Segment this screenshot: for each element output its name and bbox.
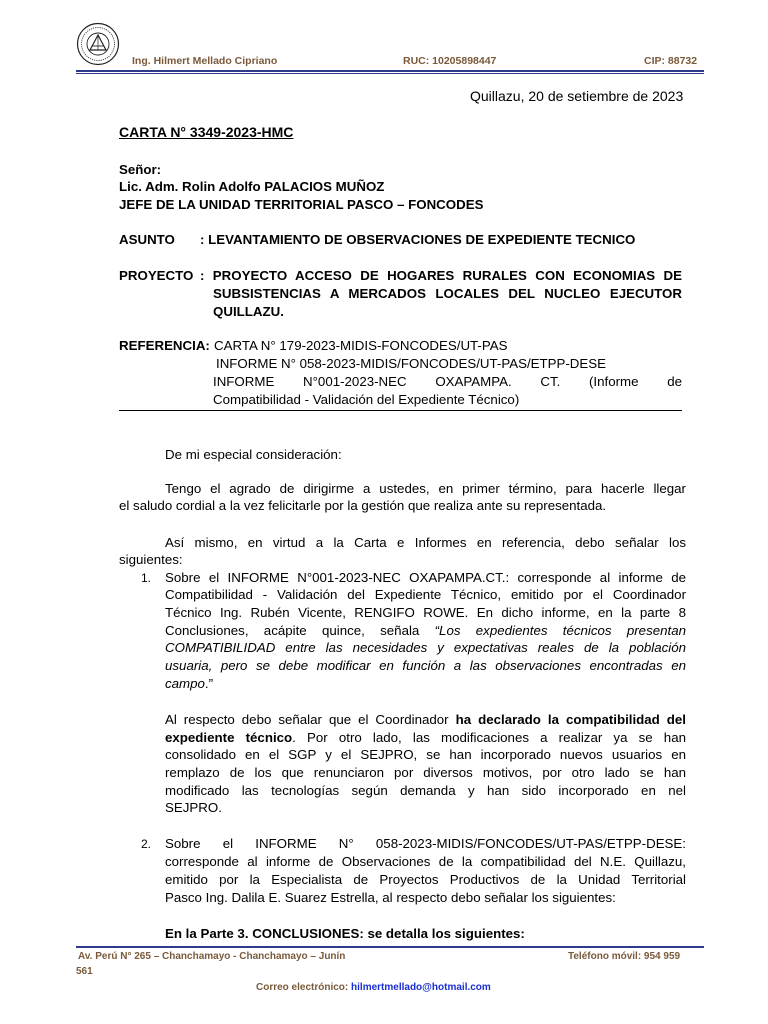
project-line-2: SUBSISTENCIAS A MERCADOS LOCALES DEL NUCLEO EJECUTOR xyxy=(213,286,682,301)
item-1-remark-line-1 xyxy=(165,711,686,728)
subject-label: ASUNTO xyxy=(119,232,175,247)
item-1-remark-line-6: SEJPRO. xyxy=(165,800,222,815)
header-divider-thin xyxy=(76,73,704,74)
item-1-remark-bold: ha declarado la compatibilidad del xyxy=(455,712,686,727)
item-2-line-3: emitido por la Especialista de Proyectos Productivos de la Unidad Territorial xyxy=(165,872,686,887)
item-1-line-7 xyxy=(165,675,213,692)
header-ruc: RUC: 10205898447 xyxy=(403,55,497,67)
item-2-line-2: corresponde al informe de Observaciones de la compatibilidad del N.E. Quillazu, xyxy=(165,854,686,869)
item-1-remark-line-4: remplazo de los que renunciaron por diversos motivos, por otro lado se han xyxy=(165,765,686,780)
header-divider xyxy=(76,70,704,72)
item-1-quote-end: campo xyxy=(165,676,205,691)
paragraph-2-line-1: Así mismo, en virtud a la Carta e Informes en referencia, debo señalar los xyxy=(165,535,686,550)
item-1-line-3: Técnico Ing. Rubén Vicente, RENGIFO ROWE. En dicho informe, en la parte 8 xyxy=(165,605,686,620)
recipient-name: Lic. Adm. Rolin Adolfo PALACIOS MUÑOZ xyxy=(119,179,385,194)
reference-line-1: CARTA N° 179-2023-MIDIS-FONCODES/UT-PAS xyxy=(214,338,508,353)
item-1-remark-bold-2: expediente técnico xyxy=(165,730,293,745)
item-1-remark-line-3: consolidado en el SGP y el SEJPRO, se han incorporado nuevos usuarios en xyxy=(165,747,686,762)
reference-line-4: Compatibilidad - Validación del Expediente Técnico) xyxy=(213,392,520,407)
list-item-1-number: 1. xyxy=(141,571,152,585)
footer-email-line xyxy=(256,982,491,993)
list-item-2-number: 2. xyxy=(141,837,152,851)
greeting: De mi especial consideración: xyxy=(165,447,342,462)
subject-value: : LEVANTAMIENTO DE OBSERVACIONES DE EXPEDIENTE TECNICO xyxy=(200,232,636,247)
item-1-line-1: Sobre el INFORME N°001-2023-NEC OXAPAMPA.CT.: corresponde al informe de xyxy=(165,570,686,585)
company-logo xyxy=(76,22,120,66)
footer-email-link[interactable]: hilmertmellado@hotmail.com xyxy=(351,982,491,993)
item-1-line-4 xyxy=(165,622,686,639)
item-1-remark-line-2 xyxy=(165,729,686,746)
item-1-line-5: COMPATIBILIDAD entre las necesidades y expectativas reales de la población xyxy=(165,640,686,655)
item-1-remark-text-2: . Por otro lado, las modificaciones a realizar ya se han xyxy=(292,730,686,745)
header-engineer-name: Ing. Hilmert Mellado Cipriano xyxy=(132,55,278,67)
paragraph-1-line-1: Tengo el agrado de dirigirme a ustedes, en primer término, para hacerle llegar xyxy=(165,481,686,496)
reference-divider xyxy=(119,410,682,411)
footer-email-label: Correo electrónico: xyxy=(256,982,352,993)
letter-date: Quillazu, 20 de setiembre de 2023 xyxy=(470,88,684,104)
footer-divider xyxy=(76,946,704,948)
letter-number: CARTA N° 3349-2023-HMC xyxy=(119,124,294,140)
reference-line-2: INFORME N° 058-2023-MIDIS/FONCODES/UT-PAS/ETPP-DESE xyxy=(216,356,607,371)
project-line-3: QUILLAZU. xyxy=(213,304,284,319)
header-cip: CIP: 88732 xyxy=(644,55,698,67)
project-label: PROYECTO xyxy=(119,268,194,283)
reference-label: REFERENCIA: xyxy=(119,338,210,353)
paragraph-1-line-2: el saludo cordial a la vez felicitarle por la gestión que realiza ante su representada. xyxy=(119,498,607,513)
footer-phone: Teléfono móvil: 954 959 xyxy=(568,951,681,962)
item-2-conclusions-heading: En la Parte 3. CONCLUSIONES: se detalla los siguientes: xyxy=(165,926,525,941)
item-1-quote-close: .” xyxy=(204,676,214,691)
reference-line-3: INFORME N°001-2023-NEC OXAPAMPA. CT. (Informe de xyxy=(213,374,682,389)
item-2-line-1: Sobre el INFORME N° 058-2023-MIDIS/FONCODES/UT-PAS/ETPP-DESE: xyxy=(165,836,686,851)
paragraph-2-line-2: siguientes: xyxy=(119,552,183,567)
item-2-line-4: Pasco Ing. Dalila E. Suarez Estrella, al respecto debo señalar los siguientes: xyxy=(165,890,616,905)
item-1-line-6: usuaria, pero se debe modificar en función a las observaciones encontradas en xyxy=(165,658,686,673)
footer-address: Av. Perú N° 265 – Chanchamayo - Chanchamayo – Junín xyxy=(78,951,346,962)
recipient-role: JEFE DE LA UNIDAD TERRITORIAL PASCO – FONCODES xyxy=(119,197,484,212)
item-1-quote-start: “Los expedientes técnicos presentan xyxy=(434,623,686,638)
project-line-1: : PROYECTO ACCESO DE HOGARES RURALES CON ECONOMIAS DE xyxy=(200,268,682,283)
recipient-salutation: Señor: xyxy=(119,162,162,177)
item-1-line-4-text: Conclusiones, acápite quince, señala xyxy=(165,623,435,638)
item-1-remark-text: Al respecto debo señalar que el Coordinador xyxy=(165,712,456,727)
item-1-remark-line-5: modificado las tecnologías según demanda y han sido incorporado en nel xyxy=(165,783,686,798)
item-1-line-2: Compatibilidad - Validación del Expediente Técnico, emitido por el Coordinador xyxy=(165,587,686,602)
footer-phone-continued: 561 xyxy=(76,966,93,977)
